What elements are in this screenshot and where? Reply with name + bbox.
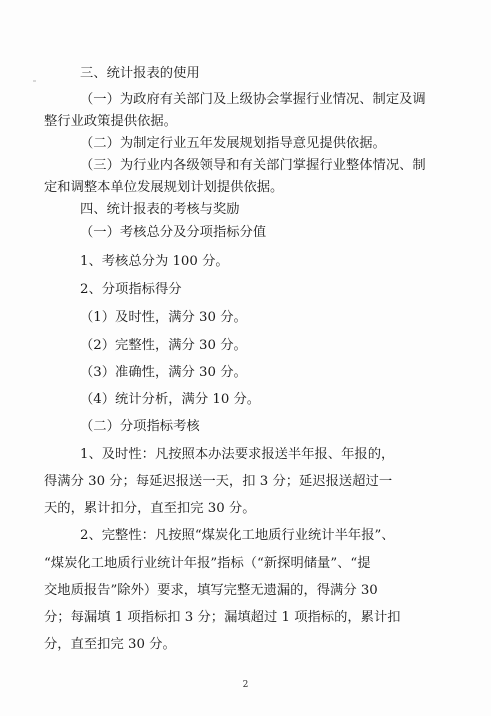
heading-assessment-rewards: 四、统计报表的考核与奖励 (80, 202, 240, 217)
subheading-item-assessment: （二）分项指标考核 (80, 419, 200, 434)
heading-statistics-usage: 三、统计报表的使用 (80, 66, 200, 81)
paragraph-line: 2、分项指标得分 (80, 282, 182, 297)
paragraph-line: （二）为制定行业五年发展规划指导意见提供依据。 (80, 136, 386, 151)
paragraph-line: 整行业政策提供依据。 (44, 114, 177, 129)
paragraph-line: 得满分 30 分；每延迟报送一天，扣 3 分；延迟报送超过一 (44, 474, 393, 489)
paragraph-line: 1、考核总分为 100 分。 (80, 254, 229, 269)
paragraph-line: （一）为政府有关部门及上级协会掌握行业情况、制定及调 (80, 92, 426, 107)
list-item: （1）及时性，满分 30 分。 (80, 310, 247, 325)
subheading-total-score: （一）考核总分及分项指标分值 (80, 225, 267, 240)
paragraph-line: （三）为行业内各级领导和有关部门掌握行业整体情况、制 (80, 158, 426, 173)
paragraph-line: 定和调整本单位发展规划计划提供依据。 (44, 180, 284, 195)
scan-speck (33, 80, 36, 82)
list-item: （2）完整性，满分 30 分。 (80, 338, 247, 353)
paragraph-line: 分；每漏填 1 项指标扣 3 分；漏填超过 1 项指标的，累计扣 (44, 610, 401, 625)
paragraph-line: 交地质报告”除外）要求，填写完整无遗漏的，得满分 30 (44, 583, 378, 598)
paragraph-line: 天的，累计扣分，直至扣完 30 分。 (44, 501, 256, 516)
list-item: （3）准确性，满分 30 分。 (80, 365, 247, 380)
paragraph-line: 分，直至扣完 30 分。 (44, 637, 176, 652)
paragraph-line: 2、完整性：凡按照“煤炭化工地质行业统计半年报”、 (80, 528, 395, 543)
paragraph-line: “煤炭化工地质行业统计年报”指标（“新探明储量”、“提 (44, 556, 371, 571)
page-number: 2 (242, 680, 249, 690)
list-item: （4）统计分析，满分 10 分。 (80, 392, 261, 407)
paragraph-line: 1、及时性：凡按照本办法要求报送半年报、年报的， (80, 447, 395, 462)
